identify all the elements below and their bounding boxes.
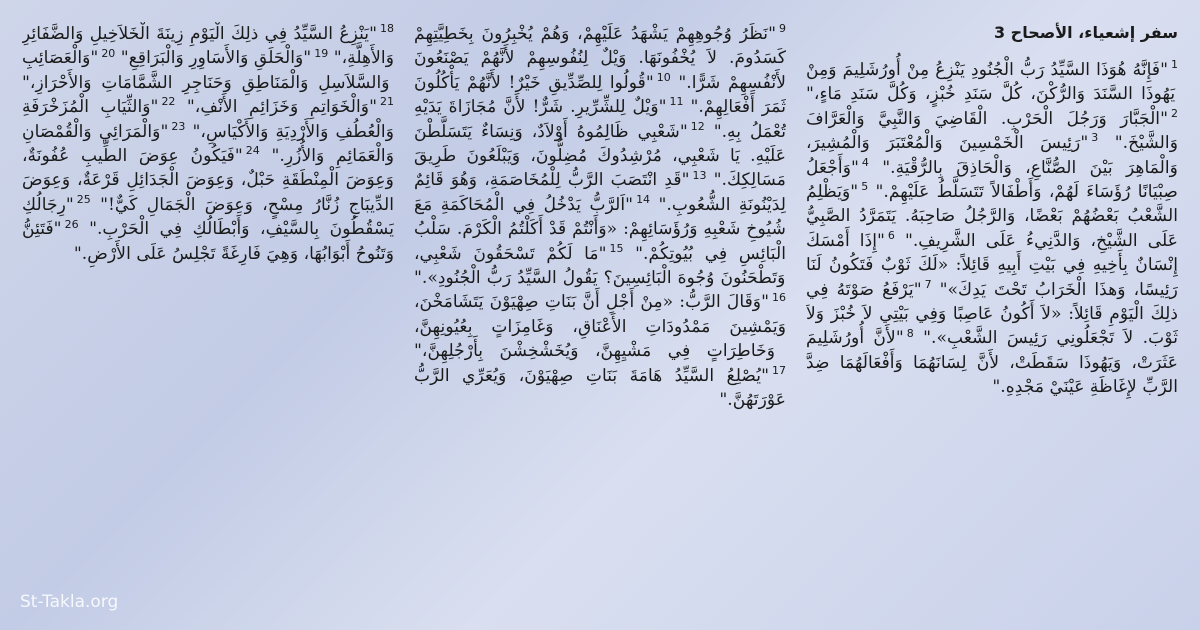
verse-text: "وَيَظْلِمُ الشَّعْبُ بَعْضُهُمْ بَعْضًا، وَالرَّجُلُ صَاحِبَهُ. يَتَمَرَّدُ الصَّبِيُّ عَلَى الشَّيْخِ، وَالدَّنِيءُ عَلَى الشَّرِيفِ." [806,182,1178,251]
verse-number: 3 [1091,131,1099,145]
verse-number: 25 [76,193,91,207]
verse-text: "وَيْلٌ لِلشِّرِّيرِ. شَرٌّ! لأَنَّ مُجَازَاةَ يَدَيْهِ تُعْمَلُ بِهِ." [414,97,786,142]
verse-number: 5 [861,180,869,194]
verse-text: "وَقَالَ الرَّبُّ: «مِنْ أَجْلِ أَنَّ بَنَاتِ صِهْيَوْنَ يَتَشَامَخْنَ، وَيَمْشِينَ مَمْدُودَاتِ الأَعْنَاقِ، وَغَامِزَاتٍ بِعُيُونِهِنَّ، وَخَاطِرَاتٍ فِي مَشْيِهِنَّ، وَيُخَشْخِشْنَ بِأَرْجُلِهِنَّ،" [414,292,786,362]
verse-number: 1 [1171,58,1178,72]
verse-number: 17 [772,363,786,377]
verse-number: 9 [779,22,786,36]
verse-number: 7 [924,277,932,291]
verse-1 [806,60,1178,104]
verse-text: "الْجَبَّارَ وَرَجُلَ الْحَرْبِ. الْقَاضِيَ وَالنَّبِيَّ وَالْعَرَّافَ وَالشَّيْخَ." [806,108,1178,154]
verse-text: "وَالْعَصَائِبِ وَالسَّلاَسِلِ وَالْمَنَاطِقِ وَحَنَاجِرِ الشَّمَّامَاتِ وَالأَحْرَازِ،" [22,48,390,93]
verse-number: 21 [380,95,394,109]
verse-number: 16 [772,290,786,304]
verse-number: 22 [161,95,176,109]
verse-number: 26 [64,217,79,231]
verse-text: "رِجَالُكِ يَسْقُطُونَ بِالسَّيْفِ، وَأَبْطَالُكِ فِي الْحَرْبِ." [22,194,394,240]
text-column-middle [414,22,786,622]
verse-19 [115,48,328,68]
verse-text: "وَالثِّيَابِ الْمُزَخْرَفَةِ وَالْعُطُفِ وَالأَرْدِيَةِ وَالأَكْيَاسِ،" [22,97,394,142]
verse-text: "فَيَكُونُ عِوَضَ الطِّيبِ عُفُونَةٌ، وَعِوَضَ الْمِنْطَقَةِ حَبْلٌ، وَعِوَضَ الْجَدَائِلِ قَرْعَةٌ، وَعِوَضَ الدِّيبَاجِ زُنَّارُ مِسْحٍ، وَعِوَضَ الْجَمَالِ كَيٌّ!" [22,146,394,215]
watermark-logo: St-Takla.org [20,592,119,612]
verse-number: 8 [906,326,914,340]
verse-number: 14 [636,193,651,207]
verse-number: 20 [101,46,116,60]
verse-text: "وَأَجْعَلُ صِبْيَانًا رُؤَسَاءَ لَهُمْ، وَأَطْفَالاً تَتَسَلَّطُ عَلَيْهِمْ." [806,157,1178,203]
verse-number: 15 [609,241,624,255]
verse-21 [175,97,394,117]
verse-text: "وَالْحَلَقِ وَالأَسَاوِرِ وَالْبَرَاقِعِ" [120,48,312,69]
text-column-right [806,22,1178,622]
verse-number: 24 [245,144,260,158]
verse-text: "قُولُوا لِلصِّدِّيقِ خَيْرٌ! لأَنَّهُمْ يَأْكُلُونَ ثَمَرَ أَفْعَالِهِمْ." [414,72,786,118]
verse-number: 12 [690,119,705,133]
verse-text: "نَظَرُ وُجُوهِهِمْ يَشْهَدُ عَلَيْهِمْ، وَهُمْ يُخْبِرُونَ بِخَطِيَّتِهِمْ كَسَدُومَ. لاَ يُخْفُونَهَا. وَيْلٌ لِنُفُوسِهِمْ لأَنَّهُمْ يَصْنَعُونَ لأَنْفُسِهِمْ شَرًّا." [414,24,786,93]
verses-col-1 [806,58,1178,400]
verse-text: "فَتَئِنُّ وَتَنُوحُ أَبْوَابُهَا، وَهِيَ فَارِغَةً تَجْلِسُ عَلَى الأَرْضِ." [22,219,394,264]
text-column-left [22,22,394,622]
verse-text: "رَئِيسَ الْخَمْسِينَ وَالْمُعْتَبَرَ وَالْمُشِيرَ، وَالْمَاهِرَ بَيْنَ الصُّنَّاعِ، وَالْحَاذِقَ بِالرُّقْيَةِ." [806,133,1178,178]
verse-text: "قَدِ انْتَصَبَ الرَّبُّ لِلْمُخَاصَمَةِ، وَهُوَ قَائِمٌ لِدَيْنُونَةِ الشُّعُوبِ." [414,170,786,215]
verse-text: "وَالْمَرَائِي وَالْقُمْصَانِ وَالْعَمَائِمِ وَالأُزُرِ." [22,121,394,167]
verse-number: 11 [669,95,684,109]
verse-text: "وَالْخَوَاتِمِ وَخَزَائِمِ الأَنْفِ،" [186,97,377,118]
verse-number: 6 [887,229,895,243]
verse-number: 18 [380,22,394,36]
chapter-title: سفر إشعياء، الأصحاح 3 [993,23,1178,42]
verse-text: "شَعْبِي ظَالِمُوهُ أَوْلاَدٌ، وَنِسَاءٌ يَتَسَلَّطْنَ عَلَيْهِ. يَا شَعْبِي، مُرْشِدُوكَ مُضِلُّونَ، وَيَبْلَعُونَ طَرِيقَ مَسَالِكِكَ." [414,121,786,191]
verse-text: "فَإِنَّهُ هُوَذَا السَّيِّدُ رَبُّ الْجُنُودِ يَنْزِعُ مِنْ أُورُشَلِيمَ وَمِنْ يَهُوذَا السَّنَدَ وَالرُّكْنَ، كُلَّ سَنَدِ خُبْزٍ، وَكُلَّ سَنَدِ مَاءٍ،" [806,60,1176,105]
verse-text: "يَنْزِعُ السَّيِّدُ فِي ذلِكَ الْيَوْمِ زِينَةَ الْخَلاَخِيلِ وَالضَّفَائِرِ وَالأَهِلَّةِ،" [22,24,394,69]
verse-text: "اَلرَّبُّ يَدْخُلُ فِي الْمُحَاكَمَةِ مَعَ شُيُوخِ شَعْبِهِ وَرُؤَسَائِهِمْ: «وَأَنْتُمْ قَدْ أَكَلْتُمُ الْكَرْمَ. سَلْبُ الْبَائِسِ فِي بُيُوتِكُمْ." [414,194,786,264]
verse-number: 4 [861,155,869,169]
verse-text: "يَرْفَعُ صَوْتَهُ فِي ذلِكَ الْيَوْمِ قَائِلاً: «لاَ أَكُونُ عَاصِبًا وَفِي بَيْتِي لاَ خُبْزَ وَلاَ ثَوْبَ. لاَ تَجْعَلُونِي رَئِيسَ الشَّعْبِ»." [806,279,1178,349]
verse-text: "إِذَا أَمْسَكَ إِنْسَانٌ بِأَخِيهِ فِي بَيْتِ أَبِيهِ قَائِلاً: «لَكَ ثَوْبٌ فَتَكُونُ لَنَا رَئِيسًا، وَهذَا الْخَرَابُ تَحْتَ يَدِكَ»" [806,230,1178,300]
verse-text: "لأَنَّ أُورُشَلِيمَ عَثَرَتْ، وَيَهُوذَا سَقَطَتْ، لأَنَّ لِسَانَهُمَا وَأَفْعَالَهُمَا ضِدَّ الرَّبِّ لإِغَاظَةِ عَيْنَيْ مَجْدِهِ." [806,328,1178,398]
verse-17 [414,363,786,411]
verse-number: 23 [171,119,186,133]
verse-number: 19 [314,46,329,60]
verse-text: "مَا لَكُمْ تَسْحَقُونَ شَعْبِي، وَتَطْحَنُونَ وُجُوهَ الْبَائِسِينَ؟ يَقُولُ السَّيِّدُ رَبُّ الْجُنُودِ»." [414,243,786,289]
verse-number: 13 [692,168,707,182]
verse-16 [414,292,786,361]
verse-number: 10 [656,71,671,85]
verse-text: "يُصْلِعُ السَّيِّدُ هَامَةَ بَنَاتِ صِهْيَوْنَ، وَيُعَرِّي الرَّبُّ عَوْرَتَهُنَّ." [414,365,786,411]
verse-number: 2 [1171,107,1178,121]
